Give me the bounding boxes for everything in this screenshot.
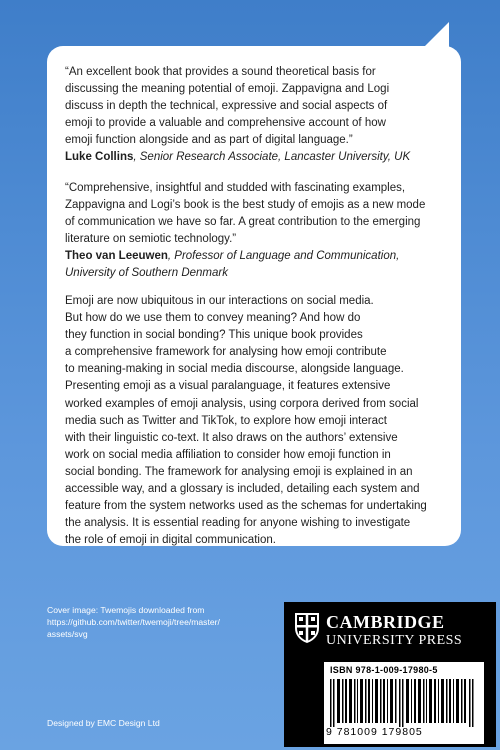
book-description — [65, 293, 453, 549]
description-line: work on social media affiliation to consider how emoji function in — [65, 448, 391, 461]
quote-line: discussing the meaning potential of emoji. Zappavigna and Logi — [65, 83, 390, 96]
description-line: to meaning-making in social media discourse, alongside language. — [65, 363, 404, 376]
speech-bubble-tail — [423, 22, 449, 48]
credit-line: assets/svg — [47, 629, 88, 640]
quote-line: Zappavigna and Logi’s book is the best study of emojis as a new mode — [65, 199, 426, 212]
quote-attribution — [65, 248, 453, 265]
university-crest-icon — [294, 612, 320, 644]
quote-line: of communication we have so far. A great contribution to the emerging — [65, 216, 421, 229]
quote-line: emoji to provide a valuable and comprehensive account of how — [65, 117, 386, 130]
description-line: media such as Twitter and TikTok, to explore how emoji interact — [65, 414, 387, 427]
publisher-name-sub: UNIVERSITY PRESS — [326, 633, 463, 648]
reviewer-role: , Senior Research Associate, Lancaster University, UK — [133, 151, 411, 164]
description-line: But how do we use them to convey meaning? And how do — [65, 312, 361, 325]
publisher-name: CAMBRIDGE — [326, 612, 445, 632]
description-line: worked examples of emoji analysis, using corpora derived from social — [65, 397, 419, 410]
reviewer-affiliation: University of Southern Denmark — [65, 267, 228, 280]
credit-link: https://github.com/twitter/twemoji/tree/master/ — [47, 617, 220, 628]
description-line: Emoji are now ubiquitous in our interactions on social media. — [65, 295, 374, 307]
quote-line: “An excellent book that provides a sound theoretical basis for — [65, 66, 376, 78]
barcode-bars — [330, 679, 478, 727]
quote-line: discuss in depth the technical, expressive and social aspects of — [65, 100, 388, 113]
quote-line: emoji function alongside and as part of digital language.” — [65, 134, 353, 147]
description-line: social bonding. The framework for analysing emoji is explained in an — [65, 465, 413, 478]
quote-line: “Comprehensive, insightful and studded with fascinating examples, — [65, 182, 406, 194]
reviewer-role: , Professor of Language and Communication, — [167, 250, 400, 263]
reviewer-name: Theo van Leeuwen — [65, 250, 168, 263]
description-line: accessible way, and a glossary is included, detailing each system and — [65, 483, 420, 496]
quote-line: literature on semiotic technology.” — [65, 233, 237, 246]
design-credit: Designed by EMC Design Ltd — [47, 718, 160, 728]
credit-line: Cover image: Twemojis downloaded from — [47, 605, 205, 615]
cover-image-credit — [47, 604, 220, 641]
description-line: feature from the system networks used as the schemas for undertaking — [65, 500, 427, 513]
publisher-block — [284, 602, 496, 747]
description-line: a comprehensive framework for analysing how emoji contribute — [65, 346, 387, 359]
description-line: with their linguistic co-text. It also draws on the authors’ extensive — [65, 431, 398, 444]
quote-attribution — [65, 149, 453, 166]
description-line: the analysis. It is essential reading for anyone wishing to investigate — [65, 517, 411, 530]
review-quote-collins — [65, 64, 453, 167]
blurb-speech-bubble — [47, 46, 461, 546]
description-line: they function in social bonding? This unique book provides — [65, 329, 363, 342]
description-line: Presenting emoji as a visual paralanguage, it features extensive — [65, 380, 391, 393]
isbn-label: ISBN 978-1-009-17980-5 — [330, 665, 438, 675]
description-line: the role of emoji in digital communication. — [65, 534, 276, 547]
reviewer-name: Luke Collins — [65, 151, 134, 164]
review-quote-van-leeuwen — [65, 180, 453, 283]
isbn-barcode — [324, 662, 484, 744]
barcode-number: 9 781009 179805 — [326, 726, 423, 738]
